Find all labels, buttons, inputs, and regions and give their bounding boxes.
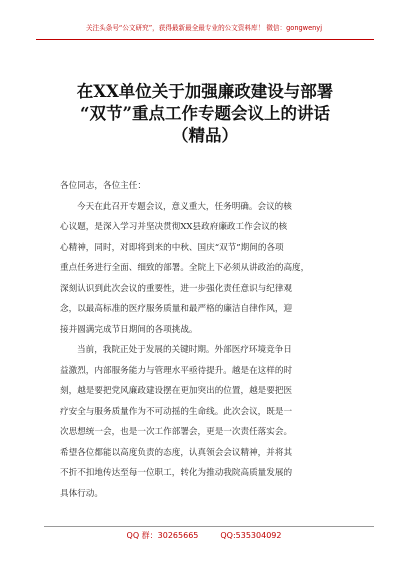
header-notice: 关注头条号“公文研究”，获得最新最全最专业的公文资料库！ 微信：gongwenyj [85,24,323,32]
text-line: 疗安全与服务质量作为不可动摇的生命线。此次会议，既是一 [60,406,293,417]
document-body [60,176,360,504]
title-line: 在XX单位关于加强廉政建设与部署 [76,82,334,101]
text-line: 刻，越是要把党风廉政建设摆在更加突出的位置，越是要把医 [60,386,293,396]
text-line: 今天在此召开专题会议，意义重大，任务明确。会议的核 [77,201,292,212]
text-line: 念，以最高标准的医疗服务质量和最严格的廉洁自律作风，迎 [60,304,293,314]
document-title [40,81,370,147]
text-line: 心精神，同时，对即将到来的中秋、国庆“双节”期间的各项 [60,242,284,253]
text-line: 次思想统一会，也是一次工作部署会，更是一次责任落实会。 [60,427,293,437]
title-line: （精品） [172,126,238,145]
paragraph-2 [60,340,360,504]
text-line: 不折不扣地传达至每一位职工，转化为推动我院高质量发展的 [60,468,293,478]
text-line: 希望各位都能以高度负责的态度，认真领会会议精神，并将其 [60,447,293,458]
text-line: 益激烈，内部服务能力与管理水平亟待提升。越是在这样的时 [60,365,293,376]
text-line: 具体行动。 [60,488,103,499]
footer-contact [0,530,408,541]
text-line: 心议题，是深入学习并坚决贯彻XX县政府廉政工作会议的核 [60,222,288,232]
header-divider [36,39,374,40]
salutation: 各位同志，各位主任： [60,181,146,191]
footer-divider [44,526,374,527]
text-line: 深刻认识到此次会议的重要性，进一步强化责任意识与纪律观 [60,283,293,294]
text-line: 重点任务进行全面、细致的部署。全院上下必须从讲政治的高度， [60,263,310,273]
text-line: 接并圆满完成节日期间的各项挑战。 [60,324,198,335]
title-line: “双节”重点工作专题会议上的讲话 [80,104,330,123]
paragraph-1 [60,197,360,341]
footer-qq-number: QQ:535304092 [220,531,282,540]
text-line: 当前，我院正处于发展的关键时期。外部医疗环境竞争日 [77,345,292,355]
footer-qq-group: QQ 群：30265665 [126,531,199,540]
